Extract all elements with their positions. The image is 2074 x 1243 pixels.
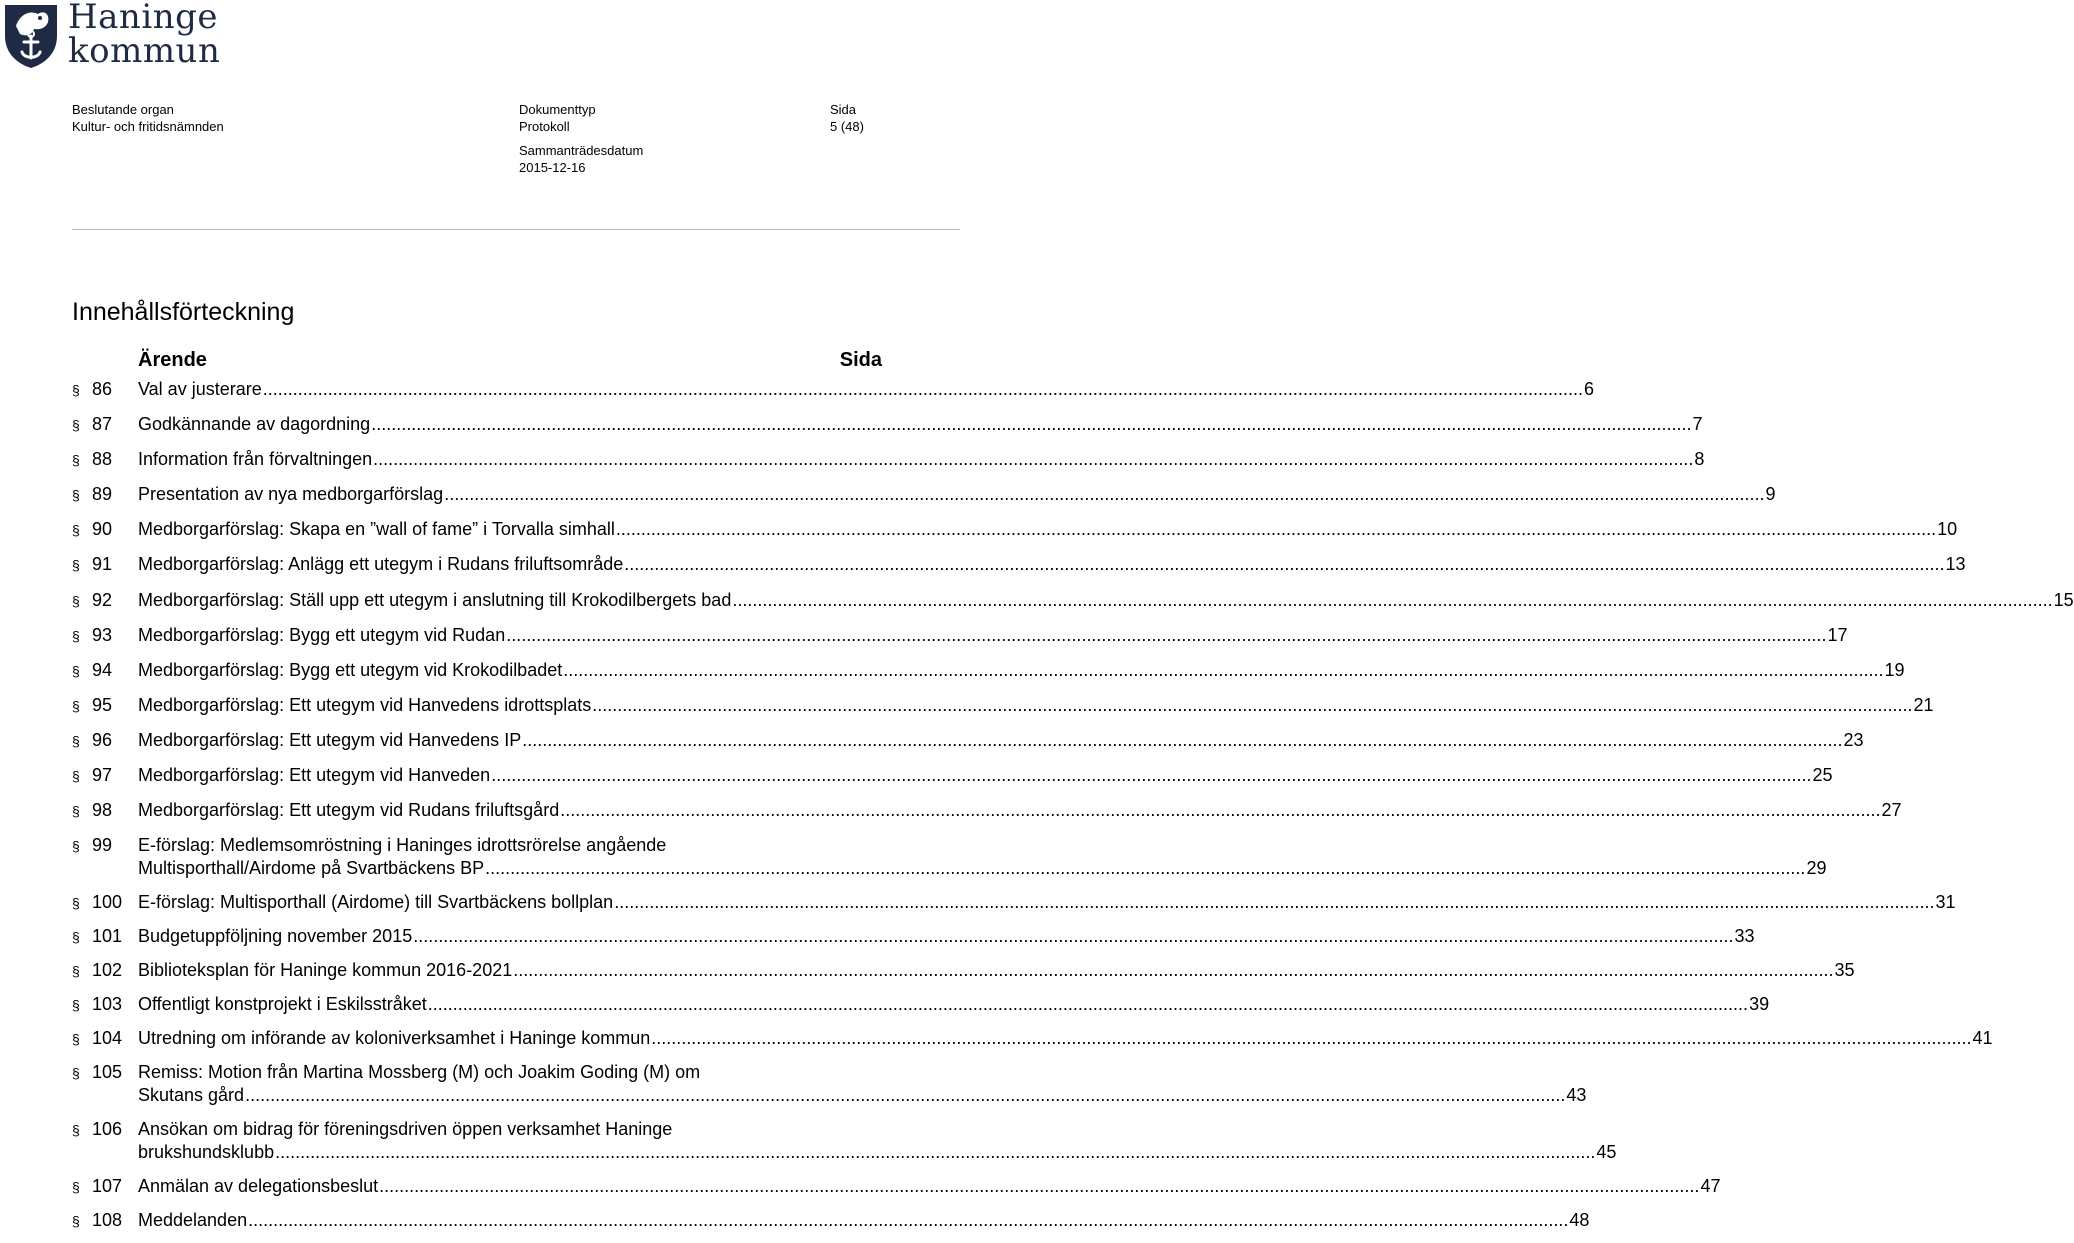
toc-entry-body bbox=[138, 589, 2074, 612]
toc-entry-text: Godkännande av dagordning bbox=[138, 414, 371, 435]
paragraph-icon: § bbox=[72, 929, 80, 946]
toc-entry-number: 104 bbox=[92, 1028, 123, 1049]
paragraph-icon: § bbox=[72, 662, 80, 679]
toc-entry-text: Biblioteksplan för Haninge kommun 2016-2021 bbox=[138, 960, 513, 981]
doctype-label: Dokumenttyp bbox=[519, 102, 596, 117]
paragraph-icon: § bbox=[72, 768, 80, 785]
toc-entry-text: Medborgarförslag: Anlägg ett utegym i Rudans friluftsområde bbox=[138, 554, 624, 575]
dot-leader bbox=[373, 448, 1693, 471]
toc-entry-line bbox=[138, 624, 1848, 647]
toc-entry-text: Medborgarförslag: Ett utegym vid Hanvedens IP bbox=[138, 729, 522, 750]
toc-entry-number: 108 bbox=[92, 1210, 123, 1231]
toc-entry-text-first-line: Remiss: Motion från Martina Mossberg (M) och Joakim Goding (M) om bbox=[138, 1062, 701, 1083]
toc-entry-body bbox=[138, 1175, 1720, 1198]
toc-entry-body bbox=[138, 553, 1966, 576]
toc-entry-body bbox=[138, 799, 1902, 822]
toc-entry-body bbox=[138, 764, 1832, 787]
paragraph-icon: § bbox=[72, 1122, 80, 1139]
toc-entry-line bbox=[138, 589, 2074, 612]
meta-page bbox=[830, 101, 864, 135]
page-value: 5 (48) bbox=[830, 119, 864, 134]
toc-entry-line bbox=[138, 959, 1855, 982]
toc-entry-page: 17 bbox=[1827, 624, 1848, 645]
toc-entry-number: 94 bbox=[92, 659, 113, 680]
paragraph-icon: § bbox=[72, 803, 80, 820]
toc-entry[interactable] bbox=[72, 589, 2074, 612]
toc-entry-line bbox=[138, 1209, 1589, 1232]
toc-entry-page: 6 bbox=[1584, 379, 1595, 399]
paragraph-icon: § bbox=[72, 895, 80, 912]
toc-entry-text: Offentligt konstprojekt i Eskilsstråket bbox=[138, 994, 427, 1015]
paragraph-icon: § bbox=[72, 1065, 80, 1082]
logo-line-2: kommun bbox=[68, 31, 221, 71]
dot-leader bbox=[506, 624, 1826, 647]
toc-entry[interactable] bbox=[72, 1061, 1587, 1107]
dot-leader bbox=[522, 729, 1842, 752]
toc-entry-page: 21 bbox=[1913, 694, 1934, 715]
toc-entry-page: 41 bbox=[1972, 1028, 1993, 1049]
toc-entry[interactable] bbox=[72, 729, 1864, 752]
toc-entry-line bbox=[138, 1175, 1720, 1198]
toc-entry[interactable] bbox=[72, 553, 1966, 576]
paragraph-icon: § bbox=[72, 732, 80, 749]
logo-line-1: Haninge bbox=[68, 0, 218, 37]
toc-entry-body bbox=[138, 993, 1769, 1016]
toc-entry-number: 88 bbox=[92, 449, 113, 470]
meta-date bbox=[519, 142, 643, 176]
toc-entry-body bbox=[138, 448, 1704, 471]
toc-entry-number: 101 bbox=[92, 926, 123, 947]
toc-header bbox=[72, 349, 882, 375]
toc-entry-page: 43 bbox=[1566, 1085, 1587, 1106]
toc-entry-line bbox=[138, 891, 1956, 914]
paragraph-icon: § bbox=[72, 522, 80, 539]
paragraph-icon: § bbox=[72, 1179, 80, 1196]
dot-leader bbox=[560, 799, 1880, 822]
organ-label: Beslutande organ bbox=[72, 102, 174, 117]
toc-entry-page: 33 bbox=[1734, 926, 1755, 947]
paragraph-icon: § bbox=[72, 592, 80, 609]
toc-entry[interactable] bbox=[72, 959, 1855, 982]
dot-leader bbox=[491, 764, 1811, 787]
toc-entry[interactable] bbox=[72, 891, 1956, 914]
toc-entry-body bbox=[138, 483, 1775, 506]
toc-entry-body bbox=[138, 959, 1855, 982]
toc-entry-line bbox=[138, 1027, 1993, 1050]
toc-entry-page: 35 bbox=[1834, 960, 1855, 981]
toc-entry-line bbox=[138, 553, 1966, 576]
meta-organ bbox=[72, 101, 224, 135]
toc-entry[interactable] bbox=[72, 1209, 1590, 1232]
toc-entry-number: 102 bbox=[92, 960, 123, 981]
toc-entry-body bbox=[138, 891, 1956, 914]
toc-entry-text-first-line: E-förslag: Medlemsomröstning i Haninges idrottsrörelse angående bbox=[138, 835, 667, 856]
toc-entry-text: Skutans gård bbox=[138, 1085, 245, 1106]
toc-entry-number: 90 bbox=[92, 519, 113, 540]
toc-entry[interactable] bbox=[72, 834, 1827, 880]
toc-entry[interactable] bbox=[72, 1118, 1617, 1164]
toc-entry[interactable] bbox=[72, 483, 1776, 506]
toc-entry-page: 7 bbox=[1692, 414, 1703, 435]
toc-entry-text: Medborgarförslag: Bygg ett utegym vid Krokodilbadet bbox=[138, 659, 563, 680]
paragraph-icon: § bbox=[72, 963, 80, 980]
dot-leader bbox=[624, 553, 1944, 576]
toc-col-item: Ärende bbox=[138, 349, 207, 371]
toc-entry-body bbox=[138, 378, 1594, 401]
haninge-logo bbox=[0, 0, 230, 74]
toc-entry-line bbox=[138, 483, 1775, 506]
toc-entry-text: Val av justerare bbox=[138, 379, 262, 399]
dot-leader bbox=[245, 1084, 1565, 1107]
dot-leader bbox=[275, 1141, 1595, 1164]
dot-leader bbox=[563, 659, 1883, 682]
toc-entry-number: 105 bbox=[92, 1062, 123, 1083]
toc-entry[interactable] bbox=[72, 413, 1703, 436]
toc-entry-line bbox=[138, 448, 1704, 471]
toc-entry-text: Medborgarförslag: Bygg ett utegym vid Rudan bbox=[138, 624, 506, 645]
toc-entry-text: Utredning om införande av koloniverksamhet i Haninge kommun bbox=[138, 1028, 651, 1049]
toc-entry-body bbox=[138, 1118, 1616, 1164]
dot-leader bbox=[616, 518, 1936, 541]
table-of-contents bbox=[72, 378, 2074, 1243]
paragraph-icon: § bbox=[72, 627, 80, 644]
toc-entry-number: 92 bbox=[92, 589, 113, 610]
toc-entry[interactable] bbox=[72, 518, 1958, 541]
toc-entry-body bbox=[138, 925, 1755, 948]
toc-entry-page: 13 bbox=[1945, 554, 1966, 575]
toc-entry-text: Medborgarförslag: Ställ upp ett utegym i anslutning till Krokodilbergets bad bbox=[138, 589, 732, 610]
toc-entry-number: 99 bbox=[92, 835, 113, 856]
date-label: Sammanträdesdatum bbox=[519, 143, 644, 158]
paragraph-icon: § bbox=[72, 452, 80, 469]
toc-entry-page: 8 bbox=[1694, 449, 1705, 470]
toc-entry-line bbox=[138, 518, 1957, 541]
toc-entry-text-first-line: Ansökan om bidrag för föreningsdriven öppen verksamhet Haninge bbox=[138, 1119, 673, 1140]
toc-entry-page: 27 bbox=[1881, 800, 1902, 821]
toc-entry[interactable] bbox=[72, 799, 1902, 822]
toc-entry-body bbox=[138, 1061, 1586, 1107]
toc-entry-number: 87 bbox=[92, 414, 113, 435]
coat-of-arms-icon bbox=[2, 2, 60, 70]
toc-entry-page: 29 bbox=[1806, 858, 1827, 879]
paragraph-icon: § bbox=[72, 1031, 80, 1048]
toc-entry[interactable] bbox=[72, 1175, 1721, 1198]
logo-wordmark bbox=[68, 0, 221, 71]
dot-leader bbox=[485, 857, 1805, 880]
organ-value: Kultur- och fritidsnämnden bbox=[72, 119, 224, 134]
toc-entry[interactable] bbox=[72, 659, 1905, 682]
toc-entry-line bbox=[138, 413, 1702, 436]
paragraph-icon: § bbox=[72, 997, 80, 1014]
toc-entry[interactable] bbox=[72, 993, 1770, 1016]
toc-entry-page: 15 bbox=[2053, 589, 2074, 610]
toc-entry-text: Information från förvaltningen bbox=[138, 449, 373, 470]
toc-entry-text: Meddelanden bbox=[138, 1210, 248, 1231]
page-title: Innehållsförteckning bbox=[72, 298, 295, 326]
toc-entry-body bbox=[138, 624, 1848, 647]
toc-entry[interactable] bbox=[72, 764, 1833, 787]
toc-entry-line bbox=[138, 378, 1594, 401]
toc-entry-number: 86 bbox=[92, 379, 113, 399]
dot-leader bbox=[614, 891, 1934, 914]
toc-entry-number: 97 bbox=[92, 765, 113, 786]
toc-entry-text: Presentation av nya medborgarförslag bbox=[138, 484, 444, 505]
toc-entry-text: Anmälan av delegationsbeslut bbox=[138, 1176, 379, 1197]
paragraph-icon: § bbox=[72, 417, 80, 434]
dot-leader bbox=[428, 993, 1748, 1016]
toc-entry-text: E-förslag: Multisporthall (Airdome) till Svartbäckens bollplan bbox=[138, 892, 614, 913]
paragraph-icon: § bbox=[72, 838, 80, 855]
toc-entry-line bbox=[138, 993, 1769, 1016]
toc-entry-body bbox=[138, 1209, 1589, 1232]
toc-entry-page: 45 bbox=[1596, 1142, 1617, 1163]
dot-leader bbox=[379, 1175, 1699, 1198]
toc-entry-body bbox=[138, 729, 1864, 752]
toc-entry-page: 9 bbox=[1765, 484, 1776, 505]
toc-entry[interactable] bbox=[72, 1027, 1993, 1050]
toc-entry[interactable] bbox=[72, 448, 1705, 471]
toc-entry-line bbox=[138, 925, 1755, 948]
toc-entry-page: 48 bbox=[1569, 1210, 1590, 1231]
toc-entry-body bbox=[138, 834, 1826, 880]
toc-entry-line bbox=[138, 659, 1905, 682]
paragraph-icon: § bbox=[72, 1213, 80, 1230]
toc-col-page: Sida bbox=[839, 349, 882, 371]
toc-entry-body bbox=[138, 413, 1702, 436]
toc-entry-body bbox=[138, 518, 1957, 541]
toc-entry-line bbox=[138, 857, 1826, 880]
toc-entry[interactable] bbox=[72, 378, 1595, 401]
toc-entry-text: Medborgarförslag: Ett utegym vid Rudans friluftsgård bbox=[138, 800, 560, 821]
toc-entry-line bbox=[138, 1084, 1586, 1107]
toc-entry-number: 93 bbox=[92, 624, 113, 645]
toc-entry-body bbox=[138, 1027, 1993, 1050]
paragraph-icon: § bbox=[72, 382, 80, 398]
toc-entry-page: 10 bbox=[1937, 519, 1958, 540]
dot-leader bbox=[651, 1027, 1971, 1050]
toc-entry-number: 98 bbox=[92, 800, 113, 821]
toc-entry-page: 25 bbox=[1812, 765, 1833, 786]
page-label: Sida bbox=[830, 102, 857, 117]
toc-entry-text: Medborgarförslag: Ett utegym vid Hanvedens idrottsplats bbox=[138, 694, 592, 715]
toc-entry-line bbox=[138, 1141, 1616, 1164]
paragraph-icon: § bbox=[72, 557, 80, 574]
toc-entry-line bbox=[138, 764, 1832, 787]
toc-entry-body bbox=[138, 659, 1905, 682]
toc-entry-line bbox=[138, 694, 1934, 717]
toc-entry-text: Medborgarförslag: Ett utegym vid Hanveden bbox=[138, 765, 491, 786]
toc-entry-text: Multisporthall/Airdome på Svartbäckens BP bbox=[138, 858, 485, 879]
toc-entry-line bbox=[138, 799, 1902, 822]
toc-entry[interactable] bbox=[72, 925, 1755, 948]
toc-entry-line bbox=[138, 729, 1864, 752]
dot-leader bbox=[513, 959, 1833, 982]
meta-doctype bbox=[519, 101, 596, 135]
toc-entry-text: Budgetuppföljning november 2015 bbox=[138, 926, 413, 947]
toc-entry[interactable] bbox=[72, 624, 1848, 647]
toc-entry[interactable] bbox=[72, 694, 1934, 717]
paragraph-icon: § bbox=[72, 487, 80, 504]
toc-entry-page: 47 bbox=[1700, 1176, 1721, 1197]
toc-entry-number: 89 bbox=[92, 484, 113, 505]
dot-leader bbox=[263, 378, 1583, 401]
toc-entry-body bbox=[138, 694, 1934, 717]
toc-entry-page: 39 bbox=[1749, 994, 1770, 1015]
toc-entry-page: 23 bbox=[1843, 729, 1864, 750]
dot-leader bbox=[444, 483, 1764, 506]
toc-entry-number: 91 bbox=[92, 554, 113, 575]
toc-entry-text: Medborgarförslag: Skapa en ”wall of fame” i Torvalla simhall bbox=[138, 519, 615, 540]
toc-entry-number: 103 bbox=[92, 994, 123, 1015]
dot-leader bbox=[732, 589, 2052, 612]
header-divider bbox=[72, 229, 960, 230]
date-value: 2015-12-16 bbox=[519, 160, 586, 175]
toc-entry-number: 95 bbox=[92, 694, 113, 715]
toc-entry-number: 96 bbox=[92, 729, 113, 750]
dot-leader bbox=[248, 1209, 1568, 1232]
toc-entry-text: brukshundsklubb bbox=[138, 1142, 275, 1163]
paragraph-icon: § bbox=[72, 697, 80, 714]
dot-leader bbox=[371, 413, 1691, 436]
toc-entry-page: 19 bbox=[1884, 659, 1905, 680]
doctype-value: Protokoll bbox=[519, 119, 570, 134]
toc-entry-page: 31 bbox=[1935, 892, 1956, 913]
toc-entry-number: 106 bbox=[92, 1119, 123, 1140]
toc-entry-number: 107 bbox=[92, 1176, 123, 1197]
toc-entry-number: 100 bbox=[92, 892, 123, 913]
dot-leader bbox=[592, 694, 1912, 717]
dot-leader bbox=[413, 925, 1733, 948]
